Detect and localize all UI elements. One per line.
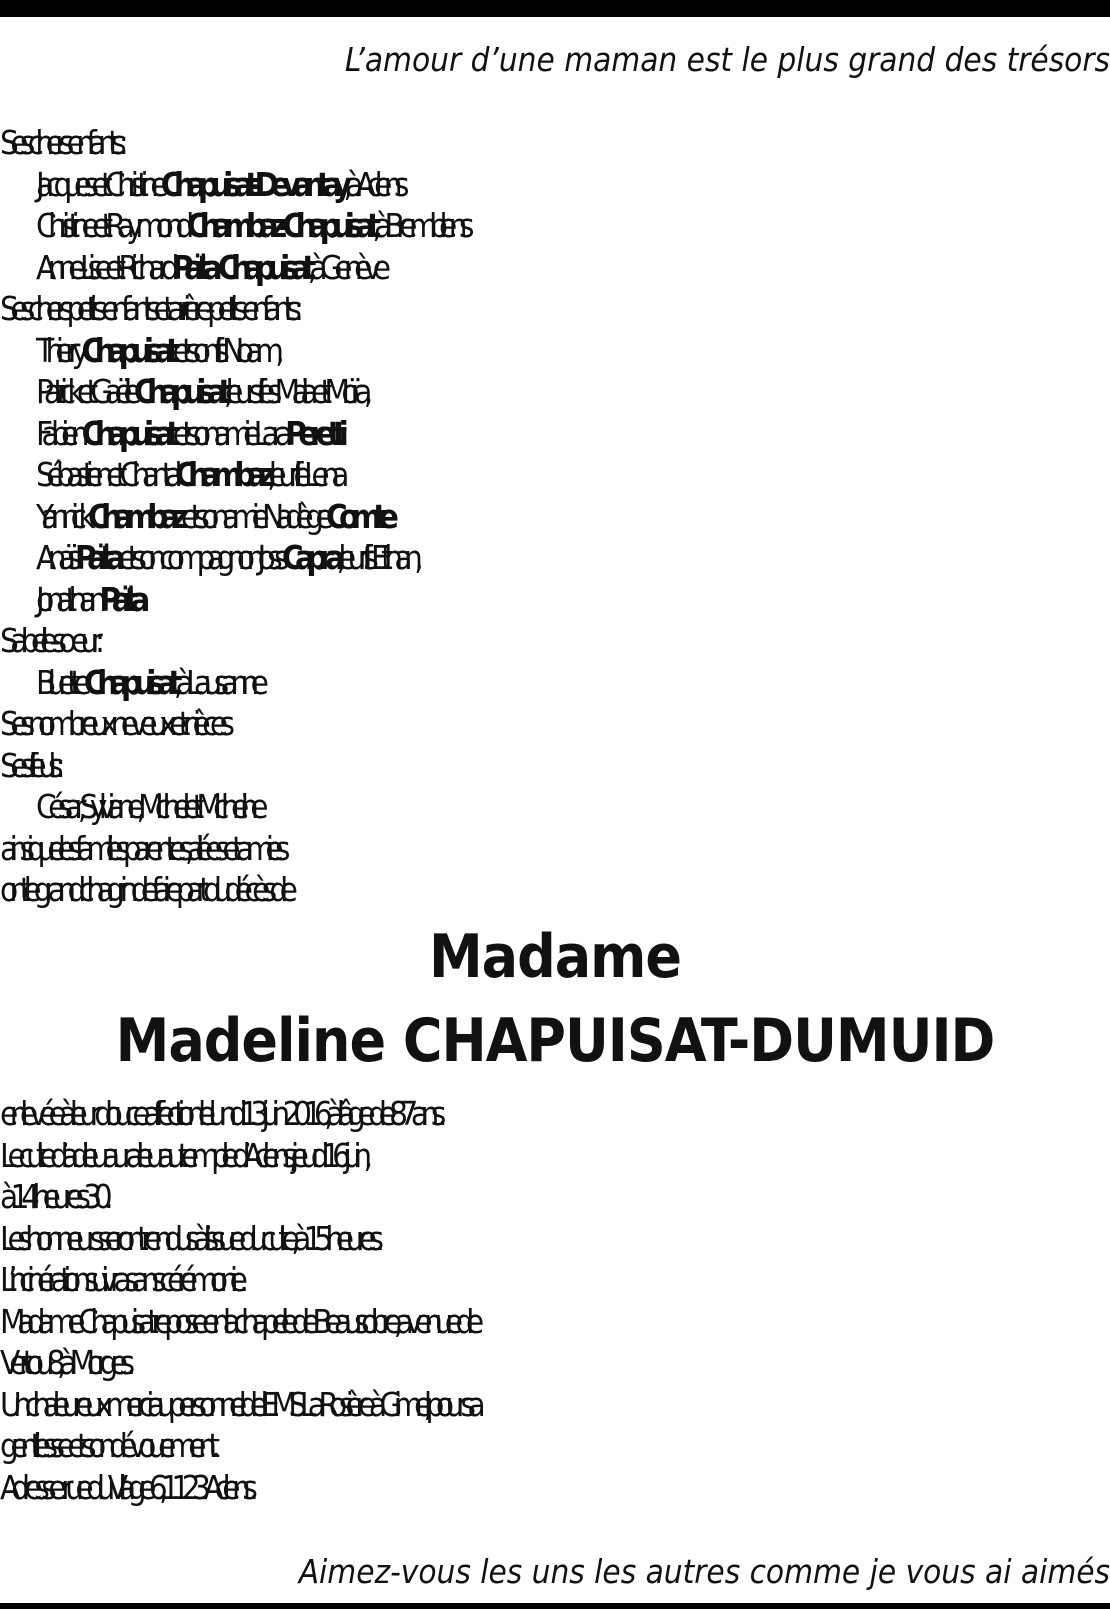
family-line xyxy=(0,288,1110,330)
family-text: Ses filleuls : xyxy=(0,745,58,785)
family-line xyxy=(0,330,1110,372)
family-line xyxy=(0,371,1110,413)
family-surname: Chapuisat xyxy=(81,413,172,453)
family-text: Jacques et Christine xyxy=(36,164,161,204)
family-line xyxy=(0,786,1110,828)
family-text: , à Genève xyxy=(307,247,383,287)
top-border-rule xyxy=(0,0,1110,17)
family-surname: Capra xyxy=(281,538,337,577)
family-text: Sébastien et Chantal xyxy=(36,455,175,494)
family-surname: Chambaz xyxy=(174,455,268,494)
detail-line: Adresse : rue du Village 6, 1123 Aclens. xyxy=(0,1467,251,1507)
family-text: , leur fils Ethan, xyxy=(336,538,416,577)
family-text: , à Aclens xyxy=(343,164,401,204)
detail-line: à 14 heures 30. xyxy=(0,1177,106,1216)
family-text: et son amie Lara xyxy=(171,413,286,453)
detail-line: Madame Chapuisat repose en la chapelle de Beausobre, avenue de xyxy=(0,1301,476,1341)
family-line xyxy=(0,164,1110,206)
family-surname: Comte xyxy=(325,496,391,536)
family-line xyxy=(0,662,1110,704)
family-line xyxy=(0,828,1110,870)
family-surname: Chapuisat xyxy=(83,662,174,702)
family-line xyxy=(0,579,1110,621)
detail-line: Un chaleureux merci au personnel de l’EMS La Rosière à Gimel, pour sa xyxy=(0,1384,478,1424)
family-text: ont le grand chagrin de faire part du décès de xyxy=(0,870,290,909)
family-surname: Chambaz xyxy=(87,496,181,536)
family-line xyxy=(0,454,1110,496)
family-text: Bluette xyxy=(36,662,84,702)
deceased-name: Madeline CHAPUISAT-DUMUID xyxy=(115,1006,995,1076)
family-line xyxy=(0,537,1110,579)
deceased-title: Madame xyxy=(428,922,682,992)
detail-line: Vertou 8, à Morges. xyxy=(0,1343,128,1382)
family-line xyxy=(0,620,1110,662)
family-text: Ses chers petits-enfants et arrière-petits-enfants : xyxy=(0,289,296,328)
ceremony-details xyxy=(0,1093,1110,1508)
family-line xyxy=(0,413,1110,455)
family-text: ainsi que les familles parentes, alliées et amies xyxy=(0,828,282,868)
family-text: , à Lausanne xyxy=(173,662,261,702)
family-text: et son compagnon Joss xyxy=(117,538,282,577)
family-surname: Chapuisat-Devantay xyxy=(160,164,344,204)
family-line xyxy=(0,122,1110,164)
family-text: Fabien xyxy=(36,413,82,453)
family-text: Yannick xyxy=(36,496,88,536)
family-surname: Païta xyxy=(99,579,142,619)
family-text: Jonathan xyxy=(36,579,100,619)
family-text: Thierry xyxy=(36,330,82,370)
detail-line: L’incinération suivra sans cérémonie. xyxy=(0,1260,241,1299)
family-line xyxy=(0,496,1110,538)
detail-line: enlevée à leur douce affection le lundi 13 juin 2016, à l’âge de 87 ans. xyxy=(0,1094,439,1133)
family-text: Anne-Lise et Richard xyxy=(36,247,172,287)
family-surname: Chambaz-Chapuisat xyxy=(186,206,373,245)
family-line xyxy=(0,869,1110,911)
family-line xyxy=(0,247,1110,289)
family-text: , leurs filles Malia et Moïra, xyxy=(223,372,365,411)
family-text: , à Bremblens xyxy=(372,206,466,245)
family-surname: Peretti xyxy=(285,413,341,453)
bottom-border-rule xyxy=(0,1603,1110,1609)
family-line xyxy=(0,205,1110,247)
family-line xyxy=(0,745,1110,787)
family-text: Christine et Raymond xyxy=(36,206,187,245)
family-text: , leur fille Lena xyxy=(267,455,341,494)
family-text: et son fils Noam, xyxy=(171,330,277,370)
family-list xyxy=(0,122,1110,911)
family-surname: Chapuisat xyxy=(133,372,224,411)
family-text: Sa belle-sœur : xyxy=(0,621,97,660)
family-text: Ses nombreux neveux et nièces xyxy=(0,704,227,743)
family-surname: Païta xyxy=(74,538,118,577)
family-surname: Chapuisat xyxy=(81,330,172,370)
detail-line: gentillesse et son dévouement. xyxy=(0,1426,213,1465)
family-text: Anaïs xyxy=(36,538,75,577)
detail-line: Le culte d’adieu aura lieu au temple d’Aclens, jeudi 16 juin, xyxy=(0,1135,365,1175)
family-line xyxy=(0,703,1110,745)
detail-line: Les honneurs seront rendus à l’issue du culte, à 15 heures. xyxy=(0,1218,377,1258)
bottom-motto: Aimez-vous les uns les autres comme je vous ai aimés xyxy=(298,1552,1110,1591)
top-motto: L’amour d’une maman est le plus grand des trésors xyxy=(344,40,1110,79)
family-surname: Païta-Chapuisat xyxy=(171,247,308,287)
family-text: Patrick et Gaëlle xyxy=(36,372,134,411)
family-text: César, Sylviane, Michel et Micheline xyxy=(36,787,260,826)
family-text: Ses chers enfants : xyxy=(0,123,121,162)
family-text: et son amie Nadège xyxy=(180,496,326,536)
